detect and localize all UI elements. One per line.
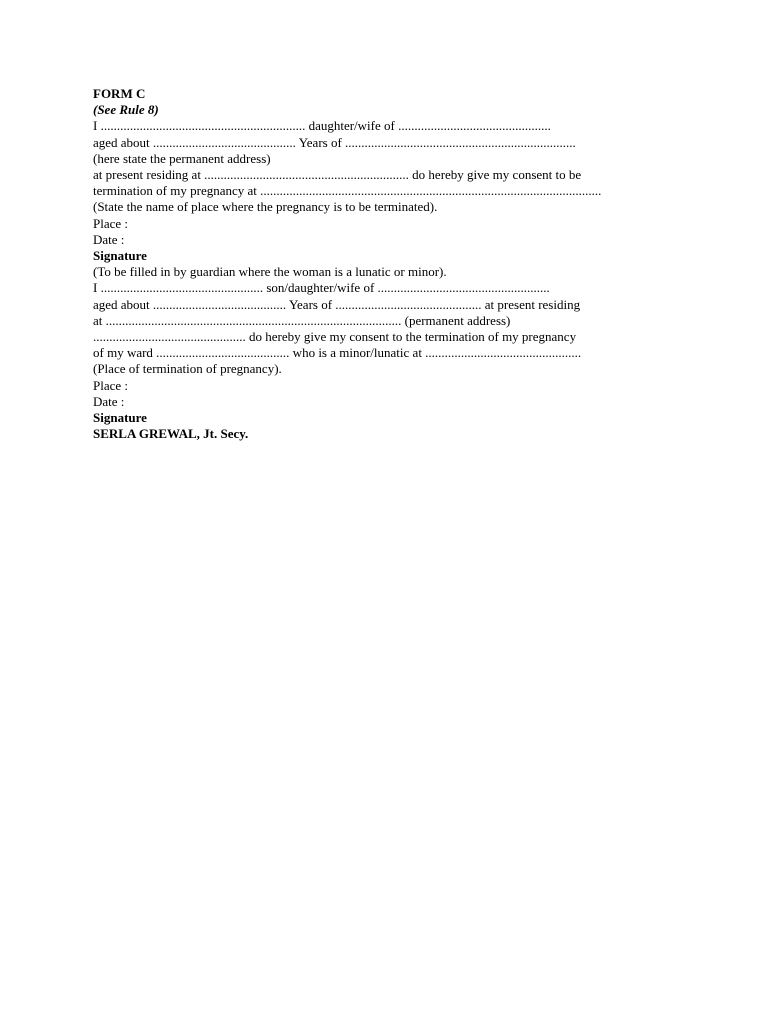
- consent-line-residing: at present residing at ............................................................... do hereby give my consent to be: [93, 167, 582, 183]
- consent-line-place-note: (State the name of place where the pregnancy is to be terminated).: [93, 199, 438, 215]
- guardian-line-place-note: (Place of termination of pregnancy).: [93, 361, 282, 377]
- consent-section-guardian: [93, 264, 663, 426]
- guardian-signature-label: Signature: [93, 410, 147, 426]
- consent-line-name: I ............................................................... daughter/wife of ...............................................: [93, 118, 551, 134]
- form-document: [93, 86, 663, 442]
- guardian-line-address: at ........................................................................................... (permanent address): [93, 312, 511, 328]
- guardian-line-age: aged about ......................................... Years of ............................................. at present residing: [93, 296, 581, 312]
- guardian-line-consent: ............................................... do hereby give my consent to the termination of my pregnancy: [93, 329, 577, 345]
- place-label: Place :: [93, 215, 129, 231]
- consent-line-termination-place: termination of my pregnancy at .........................................................................................................: [93, 183, 602, 199]
- guardian-line-instruction: (To be filled in by guardian where the woman is a lunatic or minor).: [93, 264, 447, 280]
- consent-section-woman: [93, 118, 663, 264]
- consent-line-address-note: (here state the permanent address): [93, 150, 271, 166]
- rule-reference: (See Rule 8): [93, 102, 159, 118]
- guardian-line-name: I .................................................. son/daughter/wife of .....................................................: [93, 280, 550, 296]
- signature-label: Signature: [93, 248, 147, 264]
- guardian-place-label: Place :: [93, 377, 129, 393]
- signatory-name: SERLA GREWAL, Jt. Secy.: [93, 426, 249, 442]
- consent-line-age: aged about ............................................ Years of .......................................................................: [93, 134, 576, 150]
- date-label: Date :: [93, 231, 125, 247]
- form-title: FORM C: [93, 86, 146, 101]
- guardian-date-label: Date :: [93, 393, 125, 409]
- guardian-line-ward: of my ward ......................................... who is a minor/lunatic at ................................................: [93, 345, 582, 361]
